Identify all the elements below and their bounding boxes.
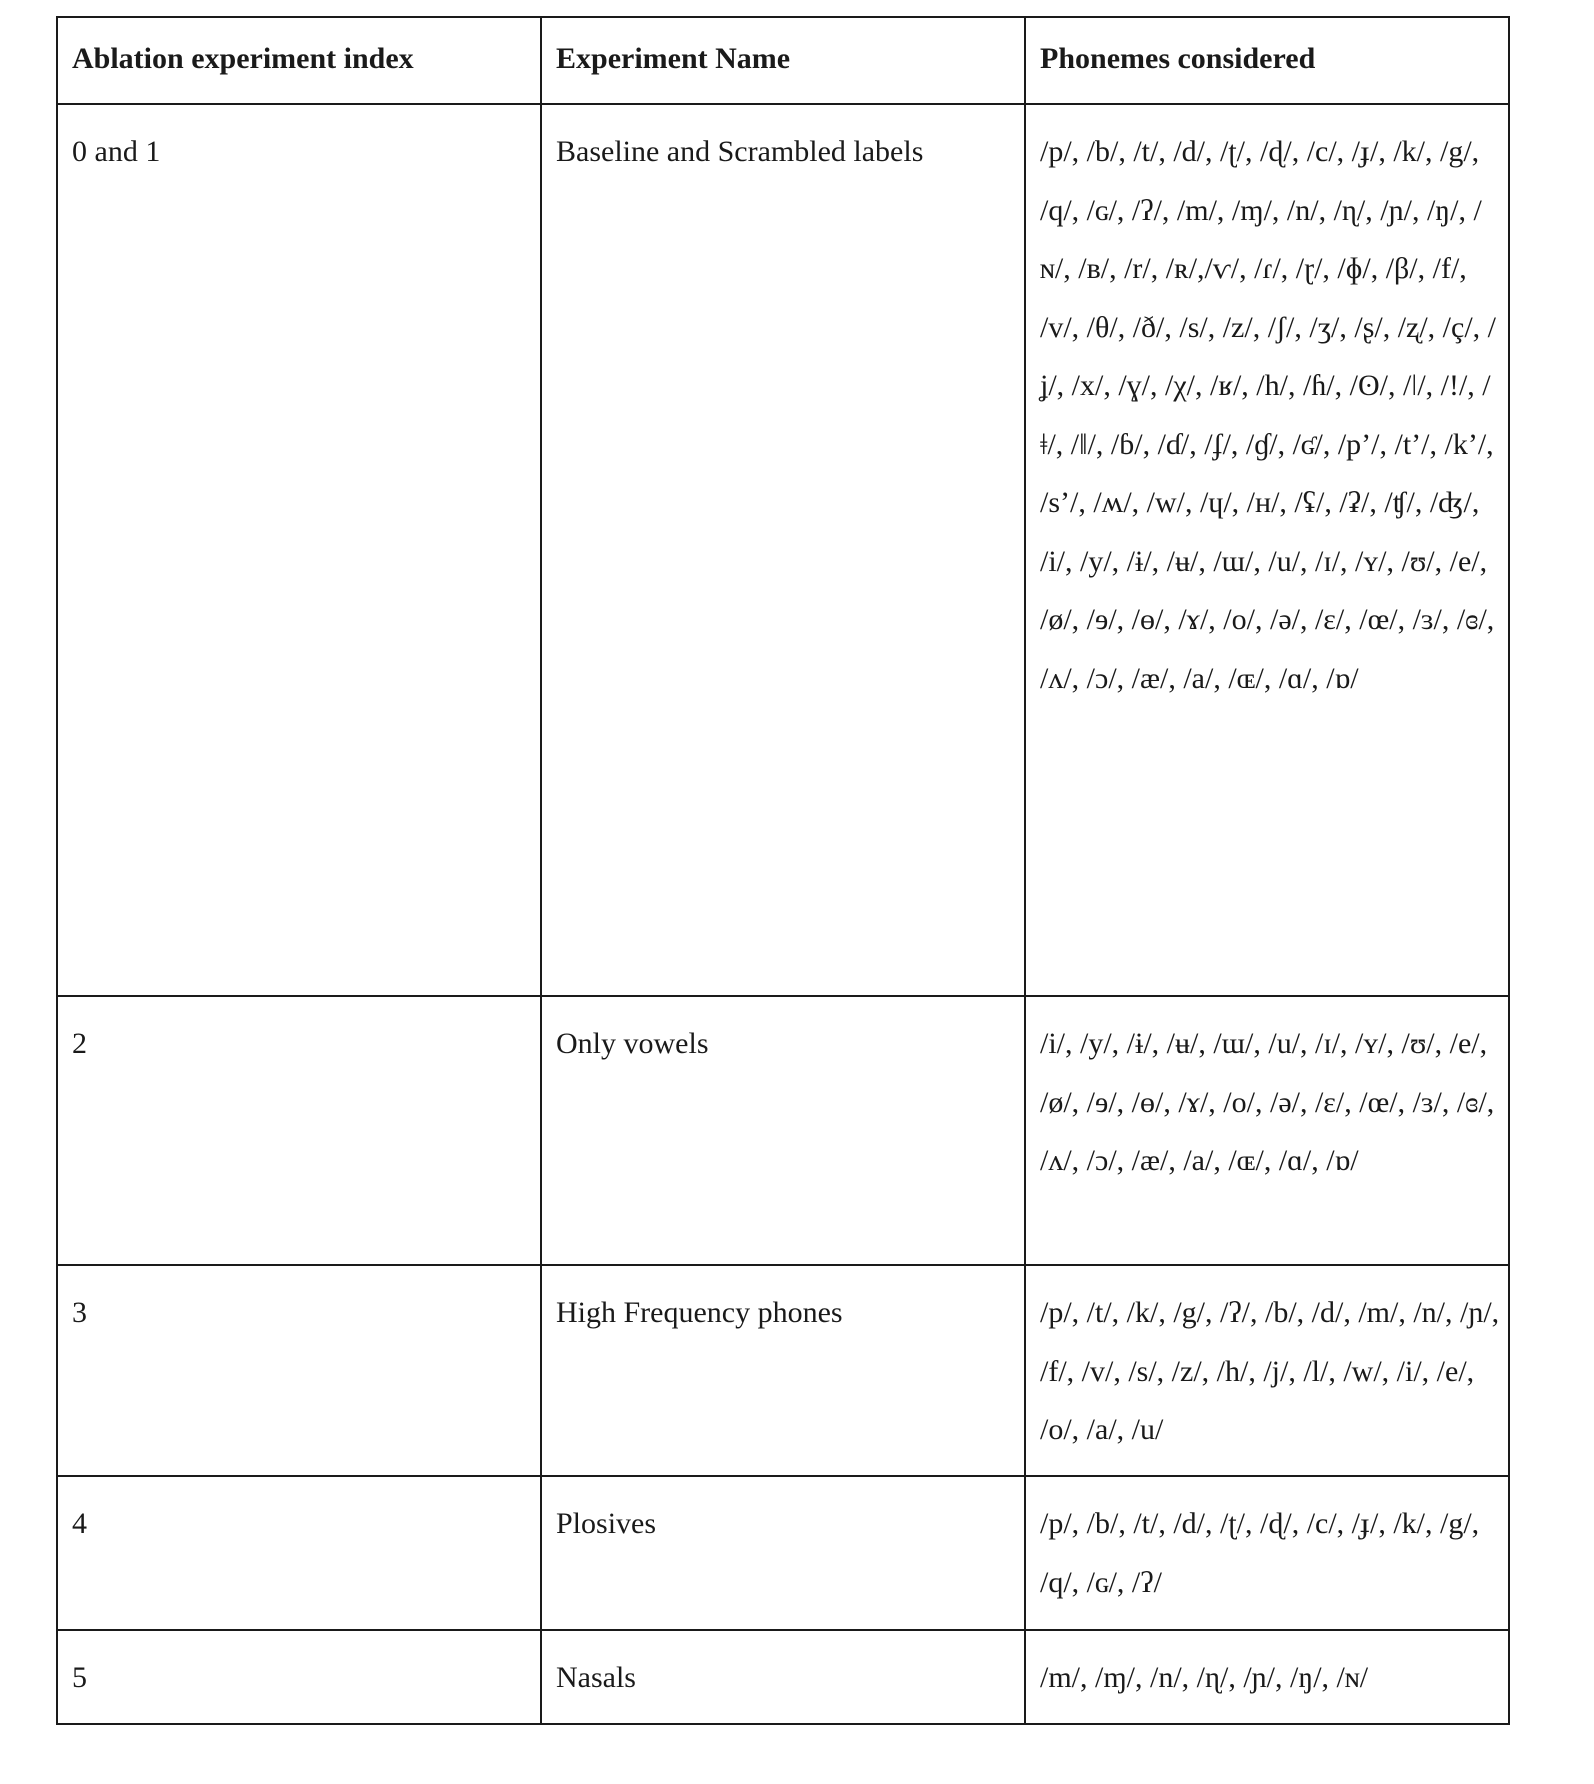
table-row bbox=[57, 996, 1509, 1265]
ablation-table bbox=[56, 16, 1510, 1725]
cell-index: 0 and 1 bbox=[57, 104, 541, 996]
table-row bbox=[57, 1476, 1509, 1630]
header-ablation-index: Ablation experiment index bbox=[57, 17, 541, 104]
cell-phonemes: /p/, /t/, /k/, /g/, /ʔ/, /b/, /d/, /m/, /n/, /ɲ/, /f/, /v/, /s/, /z/, /h/, /j/, /l/, /w/, /i/, /e/, /o/, /a/, /u/ bbox=[1025, 1265, 1509, 1476]
cell-phonemes: /i/, /y/, /ɨ/, /ʉ/, /ɯ/, /u/, /ɪ/, /ʏ/, /ʊ/, /e/, /ø/, /ɘ/, /ɵ/, /ɤ/, /o/, /ə/, /ɛ/, /œ/, /ɜ/, /ɞ/, /ʌ/, /ɔ/, /æ/, /a/, /ɶ/, /ɑ/, /ɒ/ bbox=[1025, 996, 1509, 1265]
table-row bbox=[57, 1630, 1509, 1724]
cell-experiment-name: Only vowels bbox=[541, 996, 1025, 1265]
header-phonemes: Phonemes considered bbox=[1025, 17, 1509, 104]
cell-experiment-name: High Frequency phones bbox=[541, 1265, 1025, 1476]
table-header bbox=[57, 17, 1509, 104]
cell-phonemes: /p/, /b/, /t/, /d/, /ʈ/, /ɖ/, /c/, /ɟ/, /k/, /g/, /q/, /ɢ/, /ʔ/, /m/, /ɱ/, /n/, /ɳ/, /ɲ/, /ŋ/, /ɴ/, /ʙ/, /r/, /ʀ/,/ⱱ/, /ɾ/, /ɽ/, /ɸ/, /β/, /f/, /v/, /θ/, /ð/, /s/, /z/, /ʃ/, /ʒ/, /ʂ/, /ʐ/, /ç/, /ʝ/, /x/, /ɣ/, /χ/, /ʁ/, /h/, /ɦ/, /ʘ/, /ǀ/, /ǃ/, /ǂ/, /ǁ/, /ɓ/, /ɗ/, /ʄ/, /ɠ/, /ʛ/, /p’/, /t’/, /k’/, /s’/, /ʍ/, /w/, /ɥ/, /ʜ/, /ʢ/, /ʡ/, /ʧ/, /ʤ/, /i/, /y/, /ɨ/, /ʉ/, /ɯ/, /u/, /ɪ/, /ʏ/, /ʊ/, /e/, /ø/, /ɘ/, /ɵ/, /ɤ/, /o/, /ə/, /ɛ/, /œ/, /ɜ/, /ɞ/, /ʌ/, /ɔ/, /æ/, /a/, /ɶ/, /ɑ/, /ɒ/ bbox=[1025, 104, 1509, 996]
table-row bbox=[57, 1265, 1509, 1476]
cell-phonemes: /p/, /b/, /t/, /d/, /ʈ/, /ɖ/, /c/, /ɟ/, /k/, /g/, /q/, /ɢ/, /ʔ/ bbox=[1025, 1476, 1509, 1630]
cell-experiment-name: Plosives bbox=[541, 1476, 1025, 1630]
cell-experiment-name: Baseline and Scrambled labels bbox=[541, 104, 1025, 996]
cell-index: 4 bbox=[57, 1476, 541, 1630]
cell-index: 2 bbox=[57, 996, 541, 1265]
cell-experiment-name: Nasals bbox=[541, 1630, 1025, 1724]
cell-index: 3 bbox=[57, 1265, 541, 1476]
table-body bbox=[57, 104, 1509, 1724]
header-row bbox=[57, 17, 1509, 104]
ablation-table-container bbox=[56, 16, 1508, 1725]
header-experiment-name: Experiment Name bbox=[541, 17, 1025, 104]
table-row bbox=[57, 104, 1509, 996]
cell-phonemes: /m/, /ɱ/, /n/, /ɳ/, /ɲ/, /ŋ/, /ɴ/ bbox=[1025, 1630, 1509, 1724]
cell-index: 5 bbox=[57, 1630, 541, 1724]
